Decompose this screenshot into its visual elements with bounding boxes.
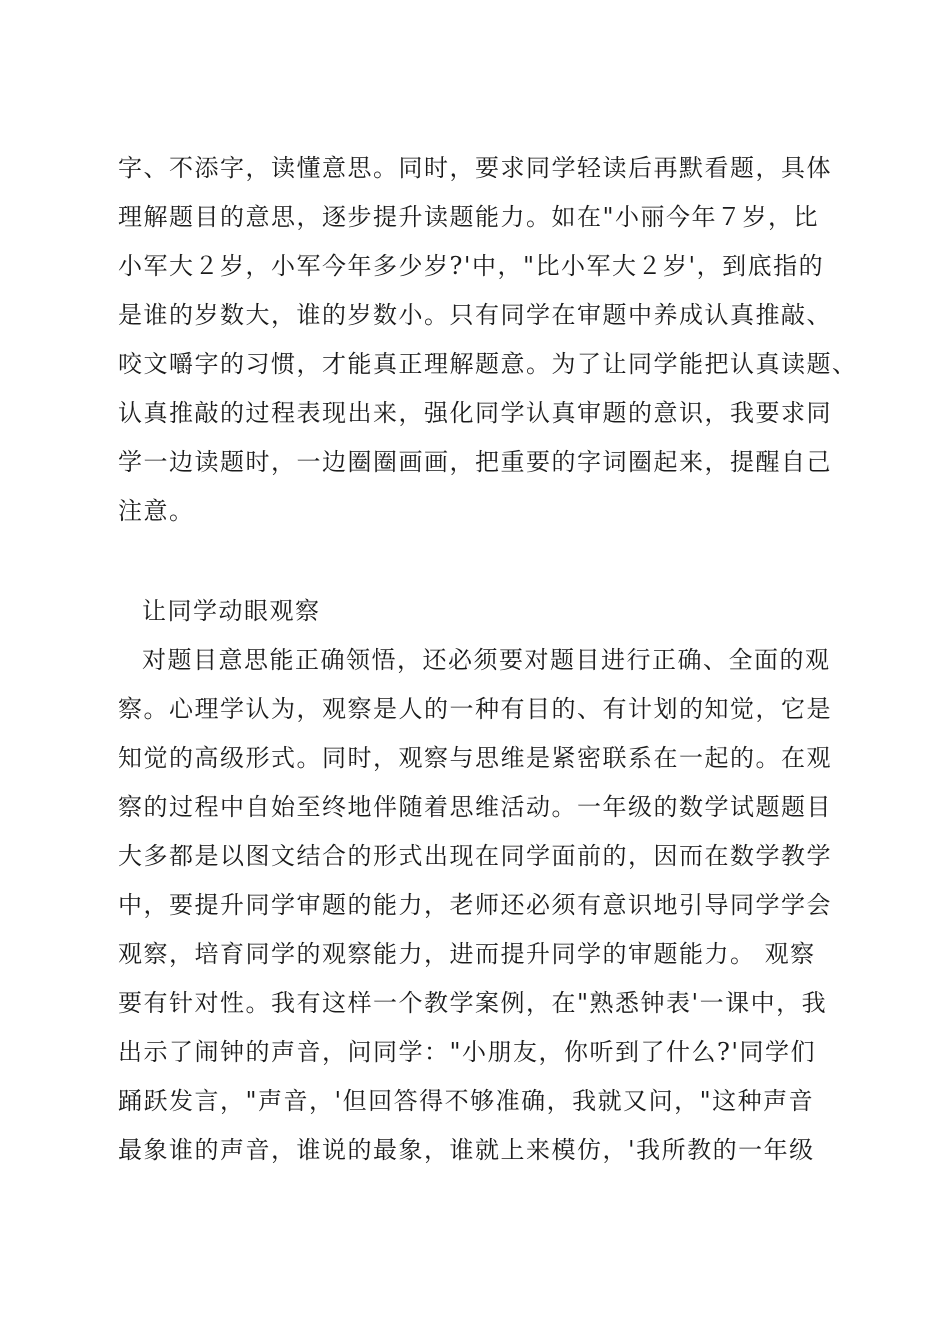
paragraph-1-line-1: 字、不添字，读懂意思。同时，要求同学轻读后再默看题，具体 [118, 154, 832, 182]
paragraph-1-line-7: 学一边读题时，一边圈圈画画，把重要的字词圈起来，提醒自己 [118, 448, 832, 476]
paragraph-1-line-8: 注意。 [118, 497, 195, 525]
paragraph-1-line-6: 认真推敲的过程表现出来，强化同学认真审题的意识，我要求同 [118, 399, 832, 427]
paragraph-1-line-3: 小军大２岁，小军今年多少岁?'中，"比小军大２岁'，到底指的 [118, 252, 825, 280]
paragraph-2-line-9: 出示了闹钟的声音，问同学："小朋友，你听到了什么?'同学们 [118, 1038, 817, 1066]
paragraph-1-line-2: 理解题目的意思，逐步提升读题能力。如在"小丽今年７岁，比 [118, 203, 820, 231]
paragraph-2-line-11: 最象谁的声音，谁说的最象，谁就上来模仿，'我所教的一年级 [118, 1136, 815, 1164]
paragraph-2-line-7: 观察，培育同学的观察能力，进而提升同学的审题能力。 观察 [118, 940, 816, 968]
paragraph-2-line-8: 要有针对性。我有这样一个教学案例，在"熟悉钟表'一课中，我 [118, 989, 828, 1017]
paragraph-2-line-4: 察的过程中自始至终地伴随着思维活动。一年级的数学试题题目 [118, 793, 832, 821]
paragraph-2-line-10: 踊跃发言，"声音，'但回答得不够准确，我就又问，"这种声音 [118, 1087, 815, 1115]
section-heading: 让同学动眼观察 [142, 597, 321, 625]
paragraph-2-line-3: 知觉的高级形式。同时，观察与思维是紧密联系在一起的。在观 [118, 744, 832, 772]
paragraph-2-line-2: 察。心理学认为，观察是人的一种有目的、有计划的知觉，它是 [118, 695, 832, 723]
paragraph-2-line-5: 大多都是以图文结合的形式出现在同学面前的，因而在数学教学 [118, 842, 832, 870]
paragraph-2-line-1: 对题目意思能正确领悟，还必须要对题目进行正确、全面的观 [142, 646, 831, 674]
paragraph-1-line-5: 咬文嚼字的习惯，才能真正理解题意。为了让同学能把认真读题、 [118, 350, 858, 378]
paragraph-2-line-6: 中，要提升同学审题的能力，老师还必须有意识地引导同学学会 [118, 891, 832, 919]
paragraph-1-line-4: 是谁的岁数大，谁的岁数小。只有同学在审题中养成认真推敲、 [118, 301, 832, 329]
